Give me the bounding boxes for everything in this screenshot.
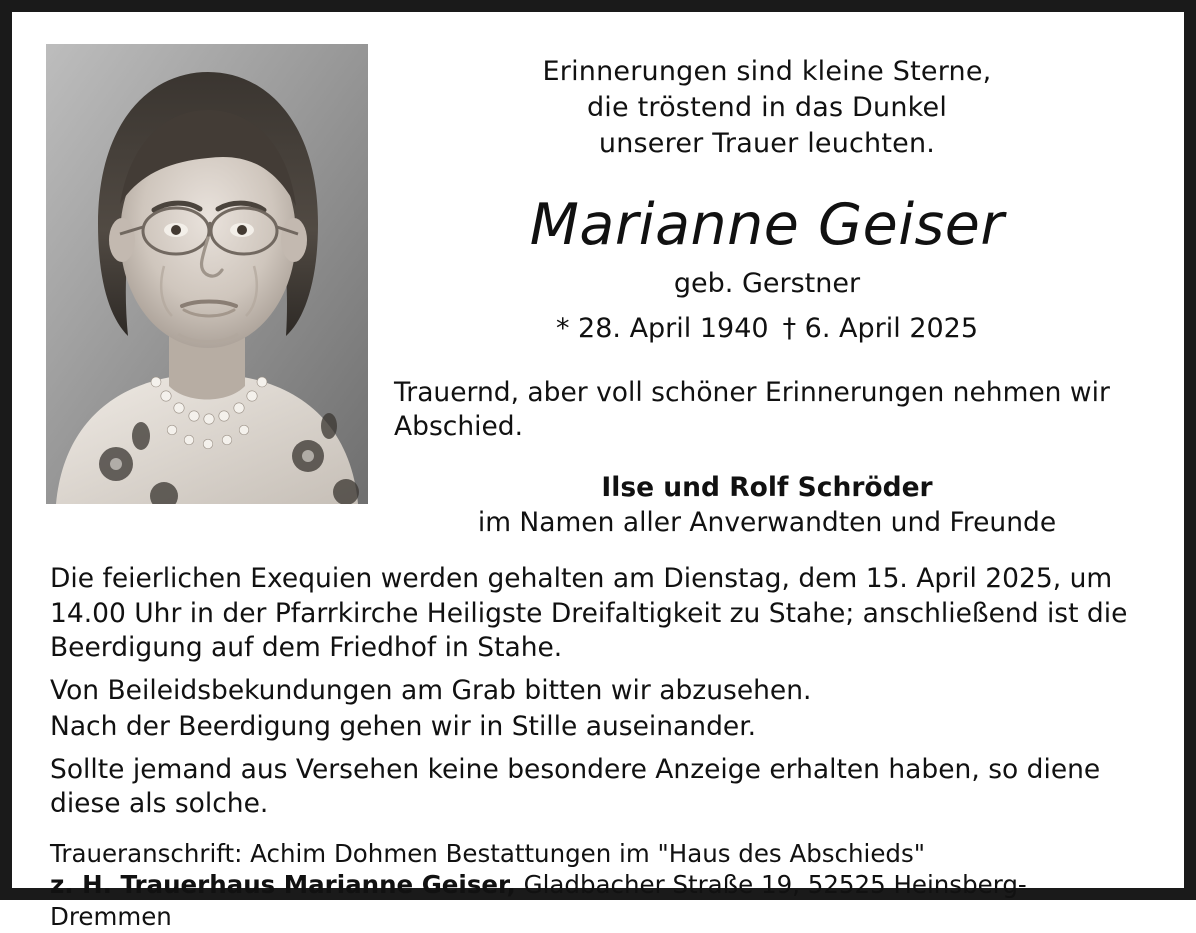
birth-date: * 28. April 1940 [556,313,769,344]
life-dates [390,313,1144,344]
address-bold: z. H. Trauerhaus Marianne Geiser, [50,870,516,899]
condolences-line: Von Beileidsbekundungen am Grab bitten wir abzusehen. [50,674,1142,708]
memorial-verse [390,54,1144,162]
service-paragraph: Die feierlichen Exequien werden gehalten am Dienstag, dem 15. April 2025, um 14.00 Uhr in der Pfarrkirche Heiligste Dreifaltigkeit zu Stahe; anschließend ist die Beerdigung auf dem Friedhof in Stahe. [50,562,1142,665]
funeral-details [46,562,1150,933]
family-signature: Ilse und Rolf Schröder [390,472,1144,503]
portrait-photo [46,44,368,504]
notice-inner [12,12,1184,888]
top-area [46,40,1150,538]
mourning-statement: Trauernd, aber voll schöner Erinnerungen nehmen wir Abschied. [390,376,1144,445]
quiet-line: Nach der Beerdigung gehen wir in Stille auseinander. [50,710,1142,744]
mourning-address [50,838,1142,933]
death-date: † 6. April 2025 [783,313,978,344]
undertaker-line: Traueranschrift: Achim Dohmen Bestattungen im "Haus des Abschieds" [50,838,1142,870]
family-subtitle: im Namen aller Anverwandten und Freunde [390,507,1144,538]
header-text-column [368,40,1150,538]
general-notice-line: Sollte jemand aus Versehen keine besondere Anzeige erhalten haben, so diene diese als solche. [50,753,1142,822]
deceased-name: Marianne Geiser [390,196,1144,256]
address-line [50,869,1142,933]
verse-line-1: Erinnerungen sind kleine Sterne, [390,54,1144,90]
address-rest: Gladbacher Straße 19, 52525 Heinsberg-Dremmen [50,870,1027,931]
verse-line-3: unserer Trauer leuchten. [390,126,1144,162]
maiden-name: geb. Gerstner [390,268,1144,299]
portrait-image [46,44,368,504]
verse-line-2: die tröstend in das Dunkel [390,90,1144,126]
